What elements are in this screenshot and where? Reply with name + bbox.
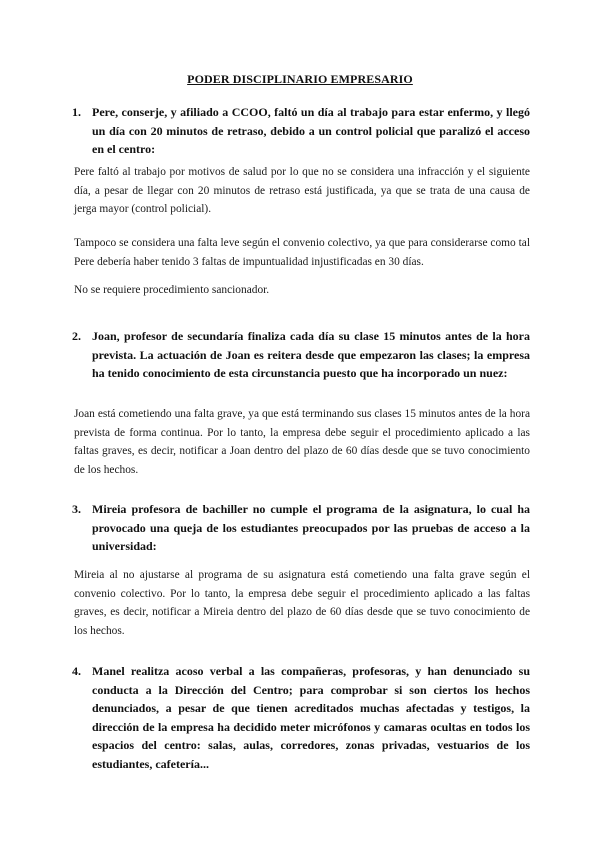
question-text: Manel realitza acoso verbal a las compañeras, profesoras, y han denunciado su conducta a la Dirección del Centro; para comprobar si son ciertos los hechos denunciados, a pesar de que tienen acreditados muchas afectadas y testigos, la dirección de la empresa ha decidido meter micrófonos y camaras ocultas en todos los espacios del centro: salas, aulas, corredores, zonas privadas, vestuarios de los estudiantes, cafetería...	[92, 664, 530, 771]
question-2	[72, 327, 530, 383]
answer-paragraph: Tampoco se considera una falta leve según el convenio colectivo, ya que para considerarse como tal Pere debería haber tenido 3 faltas de impuntualidad injustificadas en 30 días.	[74, 237, 530, 268]
answer-paragraph: Mireia al no ajustarse al programa de su asignatura está cometiendo una falta grave según el convenio colectivo. Por lo tanto, la empresa debe seguir el procedimiento aplicado a las faltas graves, es decir, notificar a Mireia dentro del plazo de 60 días desde que se tuvo conocimiento de los hechos.	[74, 569, 530, 637]
question-number: 3.	[72, 502, 81, 516]
question-number: 4.	[72, 664, 81, 678]
question-text: Pere, conserje, y afiliado a CCOO, faltó un día al trabajo para estar enfermo, y llegó un día con 20 minutos de retraso, debido a un control policial que paralizó el acceso en el centro:	[92, 105, 530, 156]
document-title: PODER DISCIPLINARIO EMPRESARIO	[187, 72, 413, 86]
question-number: 2.	[72, 329, 81, 343]
question-1	[72, 103, 530, 159]
question-4	[72, 662, 530, 773]
answer-paragraph: Pere faltó al trabajo por motivos de salud por lo que no se considera una infracción y el siguiente día, a pesar de llegar con 20 minutos de retraso está justificada, ya que se trata de una causa de jerga mayor (control policial).	[74, 166, 530, 216]
question-text: Mireia profesora de bachiller no cumple el programa de la asignatura, lo cual ha provocado una queja de los estudiantes preocupados por las pruebas de acceso a la universidad:	[92, 502, 530, 553]
answer-paragraph: No se requiere procedimiento sancionador.	[74, 284, 270, 296]
question-3	[72, 500, 530, 556]
question-text: Joan, profesor de secundaría finaliza cada día su clase 15 minutos antes de la hora prevista. La actuación de Joan es reitera desde que empezaron las clases; la empresa ha tenido conocimiento de esta circunstancia puesto que ha incorporado un nuez:	[92, 329, 530, 380]
question-number: 1.	[72, 105, 81, 119]
answer-paragraph: Joan está cometiendo una falta grave, ya que está terminando sus clases 15 minutos antes de la hora prevista de forma continua. Por lo tanto, la empresa debe seguir el procedimiento aplicado a las faltas graves, es decir, notificar a Joan dentro del plazo de 60 días desde que se tuvo conocimiento de los hechos.	[74, 408, 530, 476]
